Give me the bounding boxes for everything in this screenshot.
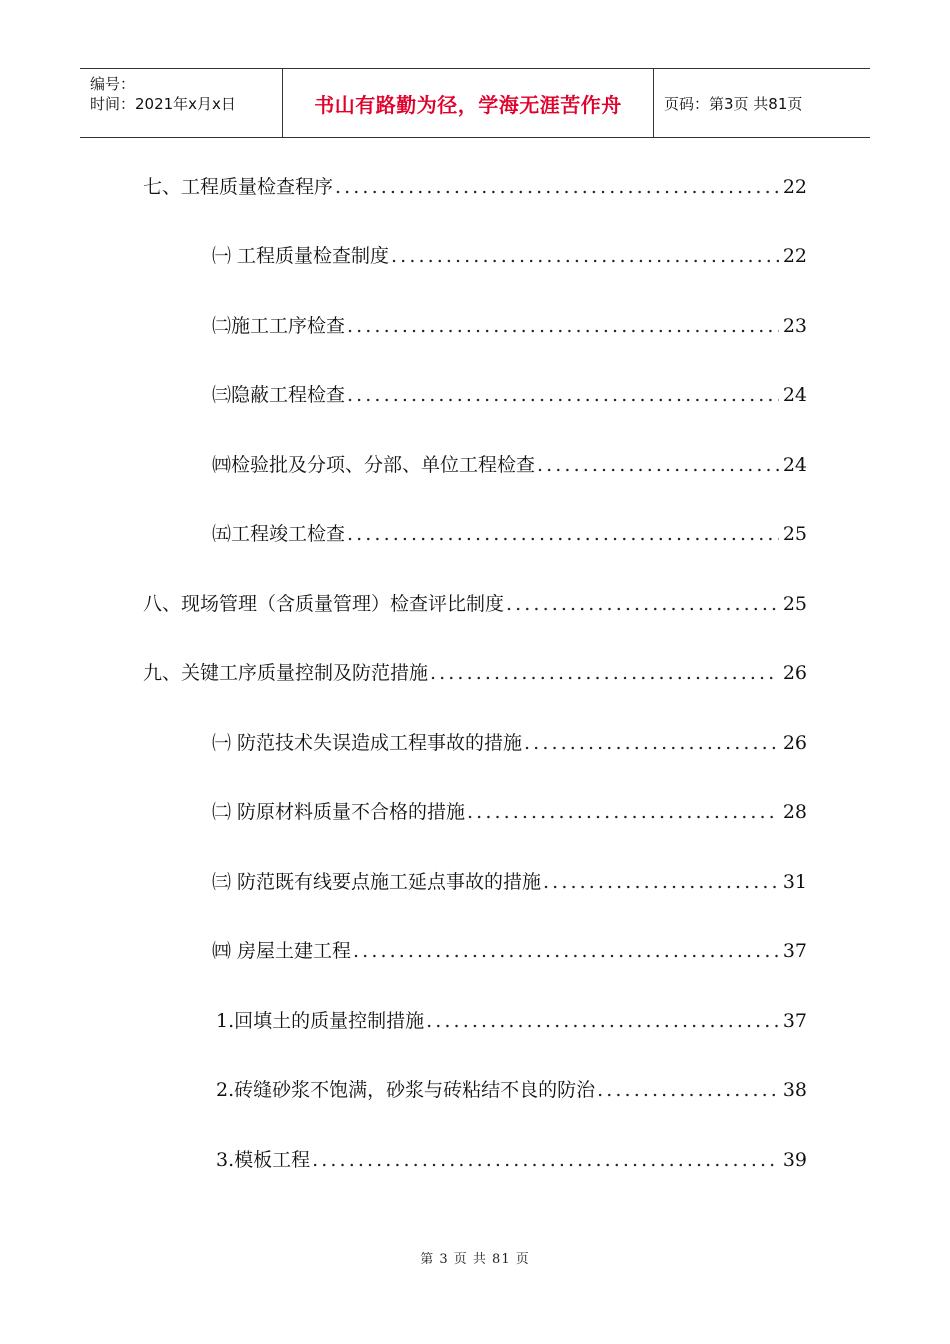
toc-dot-leader	[426, 1010, 779, 1032]
toc-dot-leader	[467, 801, 779, 823]
toc-entry[interactable]	[212, 936, 807, 963]
toc-entry-title: 七、工程质量检查程序	[143, 176, 334, 198]
toc-entry-page: 28	[782, 801, 807, 823]
toc-entry-title: ㈢ 防范既有线要点施工延点事故的措施	[212, 871, 542, 893]
toc-entry-page: 22	[782, 176, 807, 198]
toc-entry-title: ㈡施工工序检查	[212, 315, 346, 337]
toc-entry[interactable]	[212, 311, 807, 338]
toc-entry-title: ㈡ 防原材料质量不合格的措施	[212, 801, 466, 823]
toc-dot-leader	[347, 384, 779, 406]
toc-entry[interactable]	[143, 172, 807, 199]
toc-dot-leader	[506, 593, 779, 615]
motto-text: 书山有路勤为径，学海无涯苦作舟	[314, 92, 622, 117]
toc-entry-title: ㈣检验批及分项、分部、单位工程检查	[212, 454, 536, 476]
toc-entry[interactable]	[143, 589, 807, 616]
toc-dot-leader	[312, 1149, 779, 1171]
toc-entry-page: 31	[782, 871, 807, 893]
toc-entry-title: ㈢隐蔽工程检查	[212, 384, 346, 406]
toc-entry-title: 2.砖缝砂浆不饱满，砂浆与砖粘结不良的防治	[216, 1079, 596, 1101]
toc-entry-title: ㈤工程竣工检查	[212, 523, 346, 545]
toc-dot-leader	[353, 940, 779, 962]
toc-entry[interactable]	[212, 241, 807, 268]
header-page-info	[654, 69, 870, 137]
toc-entry[interactable]	[143, 658, 807, 685]
toc-dot-leader	[335, 176, 779, 198]
toc-entry-page: 22	[782, 245, 807, 267]
toc-entry-title: 八、现场管理（含质量管理）检查评比制度	[143, 593, 505, 615]
toc-entry-page: 38	[782, 1079, 807, 1101]
number-label: 编号：	[90, 75, 136, 93]
toc-entry-page: 25	[782, 523, 807, 545]
toc-entry[interactable]	[212, 728, 807, 755]
page-header	[80, 68, 870, 138]
toc-dot-leader	[524, 732, 779, 754]
toc-entry-title: 1.回填土的质量控制措施	[216, 1010, 425, 1032]
toc-dot-leader	[543, 871, 779, 893]
time-label: 时间：2021年x月x日	[90, 95, 236, 113]
toc-entry-page: 24	[782, 384, 807, 406]
toc-entry[interactable]	[216, 1145, 807, 1172]
page-info-text: 页码：第3页 共81页	[664, 94, 803, 113]
toc-entry-page: 26	[782, 662, 807, 684]
toc-dot-leader	[537, 454, 779, 476]
toc-entry-title: ㈠ 工程质量检查制度	[212, 245, 390, 267]
toc-entry-page: 24	[782, 454, 807, 476]
toc-entry[interactable]	[216, 1006, 807, 1033]
toc-entry[interactable]	[212, 380, 807, 407]
header-meta	[80, 69, 282, 137]
toc-entry-page: 37	[782, 1010, 807, 1032]
toc-entry-title: 九、关键工序质量控制及防范措施	[143, 662, 429, 684]
toc-entry[interactable]	[212, 519, 807, 546]
toc-entry[interactable]	[216, 1075, 807, 1102]
toc-entry-title: 3.模板工程	[216, 1149, 311, 1171]
toc-entry-page: 25	[782, 593, 807, 615]
toc-entry-page: 39	[782, 1149, 807, 1171]
toc-entry[interactable]	[212, 797, 807, 824]
toc-dot-leader	[391, 245, 779, 267]
toc-entry-page: 26	[782, 732, 807, 754]
toc-dot-leader	[430, 662, 779, 684]
header-motto-cell	[282, 69, 654, 137]
toc-entry-title: ㈠ 防范技术失误造成工程事故的措施	[212, 732, 523, 754]
page-footer: 第 3 页 共 81 页	[420, 1252, 530, 1267]
toc-dot-leader	[597, 1079, 779, 1101]
toc-entry[interactable]	[212, 450, 807, 477]
toc-entry-page: 37	[782, 940, 807, 962]
toc-entry-title: ㈣ 房屋土建工程	[212, 940, 352, 962]
toc-dot-leader	[347, 523, 779, 545]
toc-dot-leader	[347, 315, 779, 337]
toc-entry-page: 23	[782, 315, 807, 337]
toc-entry[interactable]	[212, 867, 807, 894]
